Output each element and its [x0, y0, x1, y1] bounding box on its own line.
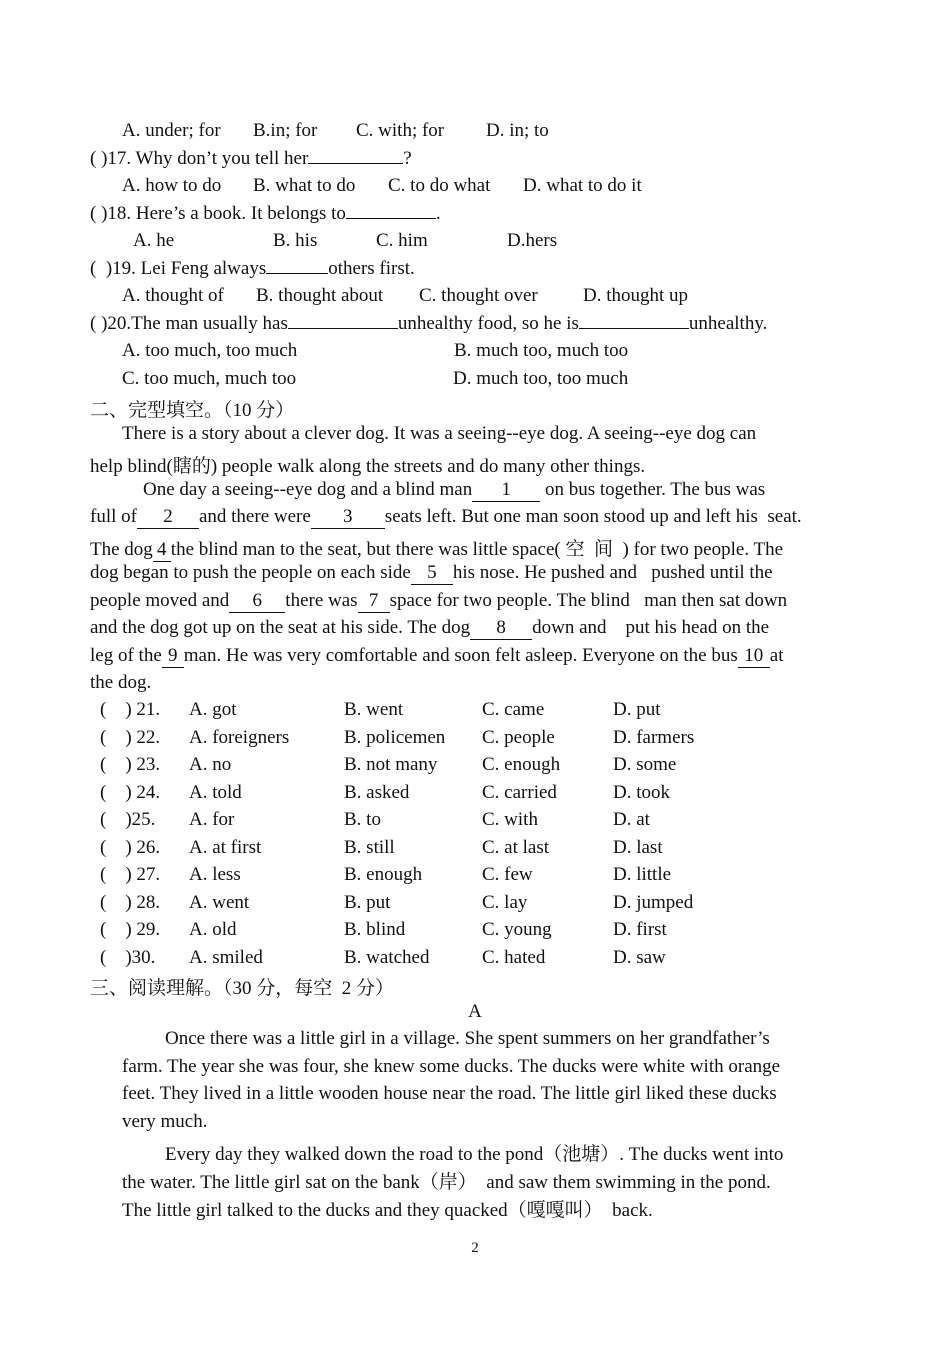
reading-p2-line-1: Every day they walked down the road to the pond（池塘）. The ducks went into — [165, 1144, 784, 1165]
q24-option-c: C. carried — [482, 781, 557, 803]
q17-option-a: A. how to do — [122, 175, 222, 196]
q24-option-d: D. took — [613, 781, 670, 803]
q28-option-d: D. jumped — [613, 891, 694, 913]
q19-blank[interactable] — [266, 273, 328, 274]
q24-option-b: B. asked — [344, 781, 410, 803]
q21-option-d: D. put — [613, 699, 661, 720]
q20-blank-1[interactable] — [288, 328, 398, 329]
q19-option-d: D. thought up — [583, 285, 689, 306]
q24-question-number[interactable]: ( ) 24. — [100, 781, 161, 803]
q23-option-a: A. no — [189, 754, 232, 775]
cloze-line-5: The dog 4 the blind man to the seat, but there was little space( 空 间 ) for two people. The — [90, 539, 784, 560]
q25-option-a: A. for — [189, 809, 235, 830]
q29-option-c: C. young — [482, 919, 552, 940]
q30-option-a: A. smiled — [189, 946, 263, 968]
page-number: 2 — [471, 1240, 479, 1256]
q25-option-d: D. at — [613, 809, 650, 830]
q21-question-number[interactable]: ( ) 21. — [100, 699, 161, 720]
q22-option-a: A. foreigners — [189, 726, 290, 748]
cloze-blank-9[interactable]: 9 — [162, 645, 184, 668]
reading-p1-line-2: farm. The year she was four, she knew some ducks. The ducks were white with orange — [122, 1056, 781, 1077]
q28-option-a: A. went — [189, 891, 250, 913]
reading-p1-line-4: very much. — [122, 1111, 208, 1132]
cloze-line-1: There is a story about a clever dog. It was a seeing--eye dog. A seeing--eye dog can — [122, 423, 757, 444]
q21-option-a: A. got — [189, 699, 237, 720]
q30-question-number[interactable]: ( )30. — [100, 946, 156, 968]
cloze-line-6: dog began to push the people on each side 5 his nose. He pushed and pushed until the — [90, 562, 773, 583]
q27-option-c: C. few — [482, 864, 533, 885]
section2-heading: 二、完型填空。（10 分） — [90, 400, 295, 421]
cloze-blank-5[interactable]: 5 — [411, 562, 453, 585]
cloze-blank-8[interactable]: 8 — [470, 617, 532, 640]
q29-option-b: B. blind — [344, 919, 406, 940]
q16-option-b: B.in; for — [253, 120, 318, 141]
q17-option-c: C. to do what — [388, 175, 491, 196]
cloze-blank-6[interactable]: 6 — [229, 590, 285, 613]
q18-blank[interactable] — [346, 218, 436, 219]
q19-option-b: B. thought about — [256, 285, 384, 306]
q17-stem: ( )17. Why don’t you tell her ? — [90, 148, 412, 169]
q30-option-d: D. saw — [613, 946, 666, 968]
q29-option-a: A. old — [189, 919, 237, 940]
q30-option-b: B. watched — [344, 946, 430, 968]
q20-option-a: A. too much, too much — [122, 340, 298, 361]
q20-blank-2[interactable] — [579, 328, 689, 329]
q25-option-c: C. with — [482, 809, 538, 830]
q27-option-a: A. less — [189, 864, 241, 885]
q18-option-a: A. he — [133, 230, 175, 251]
cloze-line-2: help blind(瞎的) people walk along the streets and do many other things. — [90, 456, 646, 477]
cloze-line-8: and the dog got up on the seat at his side. The dog 8 down and put his head on the — [90, 617, 770, 638]
cloze-blank-3[interactable]: 3 — [311, 506, 385, 529]
q19-option-c: C. thought over — [419, 285, 538, 306]
q20-stem: ( )20.The man usually has unhealthy food, so he is unhealthy. — [90, 313, 768, 334]
q19-stem: ( )19. Lei Feng always others first. — [90, 258, 415, 279]
q30-option-c: C. hated — [482, 946, 546, 968]
q22-option-c: C. people — [482, 726, 555, 748]
reading-p2-line-2: the water. The little girl sat on the bank（岸） and saw them swimming in the pond. — [122, 1172, 771, 1193]
q17-blank[interactable] — [308, 163, 403, 164]
q19-option-a: A. thought of — [122, 285, 224, 306]
cloze-blank-4[interactable]: 4 — [153, 539, 171, 562]
q21-option-c: C. came — [482, 699, 545, 720]
q26-option-d: D. last — [613, 836, 663, 858]
q23-option-b: B. not many — [344, 754, 438, 775]
q16-option-d: D. in; to — [486, 120, 549, 141]
q28-option-c: C. lay — [482, 891, 528, 913]
section3-heading: 三、阅读理解。（30 分，每空 2 分） — [90, 978, 395, 999]
reading-p1-line-1: Once there was a little girl in a village. She spent summers on her grandfather’s — [165, 1028, 770, 1049]
q27-option-d: D. little — [613, 864, 672, 885]
q17-option-d: D. what to do it — [523, 175, 642, 196]
q28-question-number[interactable]: ( ) 28. — [100, 891, 161, 913]
q27-question-number[interactable]: ( ) 27. — [100, 864, 161, 885]
q22-question-number[interactable]: ( ) 22. — [100, 726, 161, 748]
q18-option-b: B. his — [273, 230, 318, 251]
q20-option-c: C. too much, much too — [122, 368, 297, 389]
q20-option-b: B. much too, much too — [454, 340, 629, 361]
q26-question-number[interactable]: ( ) 26. — [100, 836, 161, 858]
reading-p1-line-3: feet. They lived in a little wooden house near the road. The little girl liked these ducks — [122, 1083, 777, 1104]
q18-stem: ( )18. Here’s a book. It belongs to . — [90, 203, 441, 224]
q26-option-b: B. still — [344, 836, 395, 858]
q26-option-a: A. at first — [189, 836, 262, 858]
cloze-blank-10[interactable]: 10 — [738, 645, 770, 668]
q18-option-c: C. him — [376, 230, 428, 251]
q24-option-a: A. told — [189, 781, 242, 803]
cloze-line-3: One day a seeing--eye dog and a blind man 1 on bus together. The bus was — [143, 479, 766, 500]
cloze-blank-7[interactable]: 7 — [358, 590, 390, 613]
q17-option-b: B. what to do — [253, 175, 356, 196]
q28-option-b: B. put — [344, 891, 391, 913]
q29-option-d: D. first — [613, 919, 667, 940]
cloze-line-4: full of 2 and there were 3 seats left. But one man soon stood up and left his seat. — [90, 506, 802, 527]
cloze-blank-2[interactable]: 2 — [137, 506, 199, 529]
q25-question-number[interactable]: ( )25. — [100, 809, 156, 830]
passage-label: A — [468, 1001, 482, 1022]
cloze-line-9: leg of the 9 man. He was very comfortable and soon felt asleep. Everyone on the bus 10 at — [90, 645, 784, 666]
q20-option-d: D. much too, too much — [453, 368, 629, 389]
q25-option-b: B. to — [344, 809, 381, 830]
q23-question-number[interactable]: ( ) 23. — [100, 754, 161, 775]
q21-option-b: B. went — [344, 699, 404, 720]
cloze-blank-1[interactable]: 1 — [472, 479, 540, 502]
q22-option-d: D. farmers — [613, 726, 695, 748]
q22-option-b: B. policemen — [344, 726, 446, 748]
reading-p2-line-3: The little girl talked to the ducks and they quacked（嘎嘎叫） back. — [122, 1200, 653, 1221]
q23-option-d: D. some — [613, 754, 677, 775]
q26-option-c: C. at last — [482, 836, 550, 858]
cloze-line-10: the dog. — [90, 672, 152, 693]
cloze-line-7: people moved and 6 there was 7 space for two people. The blind man then sat down — [90, 590, 788, 611]
q23-option-c: C. enough — [482, 754, 561, 775]
q16-option-a: A. under; for — [122, 120, 221, 141]
q16-option-c: C. with; for — [356, 120, 445, 141]
q29-question-number[interactable]: ( ) 29. — [100, 919, 161, 940]
q27-option-b: B. enough — [344, 864, 423, 885]
q18-option-d: D.hers — [507, 230, 558, 251]
